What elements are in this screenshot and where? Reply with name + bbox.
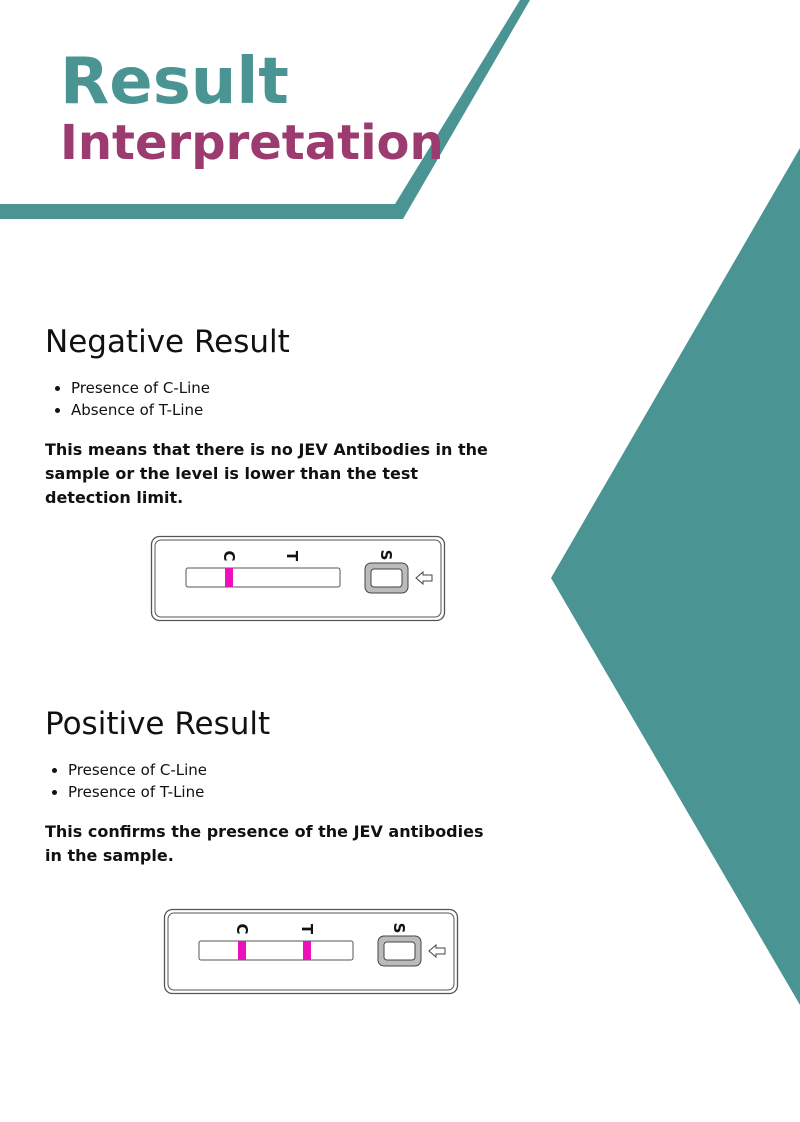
control-line-label: C bbox=[233, 923, 251, 935]
page-subtitle: Interpretation bbox=[60, 115, 444, 171]
negative-result-list bbox=[45, 377, 210, 421]
test-line-label: T bbox=[283, 550, 301, 562]
test-line-label: T bbox=[298, 923, 316, 935]
positive-test-cassette bbox=[163, 908, 459, 996]
positive-result-list bbox=[45, 759, 207, 803]
sample-well-label: S bbox=[390, 922, 408, 934]
result-window bbox=[199, 941, 353, 960]
positive-bullet-t-line: • Presence of T-Line bbox=[68, 781, 207, 803]
negative-bullet-t-line: • Absence of T-Line bbox=[71, 399, 210, 421]
sample-well-opening bbox=[371, 569, 402, 587]
positive-result-explanation: This confirms the presence of the JEV antibodies in the sample. bbox=[45, 822, 484, 865]
negative-result-heading: Negative Result bbox=[45, 324, 290, 360]
positive-result-heading: Positive Result bbox=[45, 706, 271, 742]
sample-well-label: S bbox=[377, 549, 395, 561]
negative-test-cassette bbox=[150, 535, 446, 623]
control-line-label: C bbox=[220, 550, 238, 562]
page-title: Result bbox=[60, 45, 289, 119]
test-line bbox=[303, 941, 311, 960]
result-window bbox=[186, 568, 340, 587]
control-line bbox=[225, 568, 233, 587]
right-side-chevron bbox=[551, 148, 800, 1005]
negative-result-explanation: This means that there is no JEV Antibodies in the sample or the level is lower than the test detection limit. bbox=[45, 440, 488, 507]
sample-well-opening bbox=[384, 942, 415, 960]
positive-bullet-c-line: • Presence of C-Line bbox=[68, 759, 207, 781]
negative-bullet-c-line: • Presence of C-Line bbox=[71, 377, 210, 399]
control-line bbox=[238, 941, 246, 960]
